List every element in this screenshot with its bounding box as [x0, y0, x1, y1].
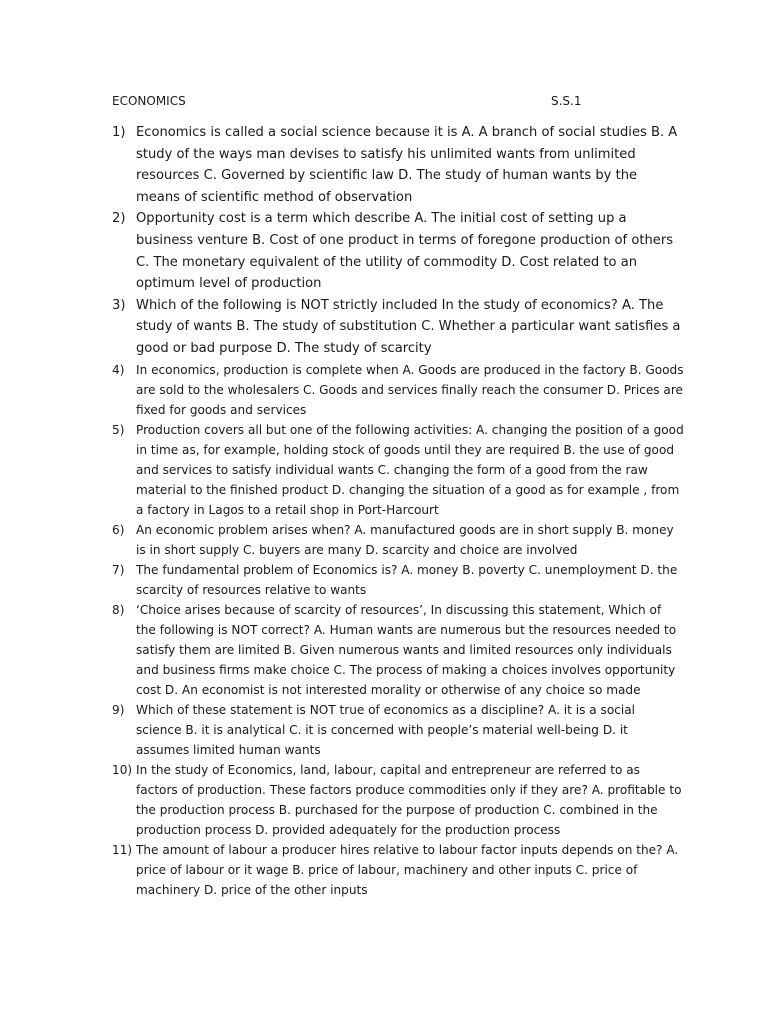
- question-item: [112, 360, 684, 420]
- question-text: Which of the following is NOT strictly included In the study of economics? A. The study of wants B. The study of substitution C. Whether a particular want satisfies a good or bad purpose D. The study of scarcity: [136, 297, 681, 356]
- question-item: [112, 520, 684, 560]
- question-item: [112, 600, 684, 700]
- question-text: Production covers all but one of the following activities: A. changing the position of a good in time as, for example, holding stock of goods until they are required B. the use of good and services to satisfy individual wants C. changing the form of a good from the raw material to the finished product D. changing the situation of a good as for example , from a factory in Lagos to a retail shop in Port-Harcourt: [136, 422, 684, 517]
- question-text: An economic problem arises when? A. manufactured goods are in short supply B. money is in short supply C. buyers are many D. scarcity and choice are involved: [136, 522, 674, 557]
- subject-title: ECONOMICS: [112, 94, 186, 108]
- question-item: [112, 700, 684, 760]
- question-text: In economics, production is complete when A. Goods are produced in the factory B. Goods are sold to the wholesalers C. Goods and services finally reach the consumer D. Prices are fixed for goods and services: [136, 362, 684, 417]
- question-item: [112, 420, 684, 520]
- question-number: 7): [112, 562, 125, 577]
- question-list: [112, 122, 684, 900]
- question-text: ‘Choice arises because of scarcity of resources’, In discussing this statement, Which of the following is NOT correct? A. Human wants are numerous but the resources needed to satisfy them are limited B. Given numerous wants and limited resources only individuals and business firms make choice C. The process of making a choices involves opportunity cost D. An economist is not interested morality or otherwise of any choice so made: [136, 602, 677, 697]
- question-text: In the study of Economics, land, labour, capital and entrepreneur are referred to as factors of production. These factors produce commodities only if they are? A. profitable to the production process B. purchased for the purpose of production C. combined in the production process D. provided adequately for the production process: [136, 762, 682, 837]
- question-item: [112, 295, 684, 360]
- question-number: 4): [112, 362, 125, 377]
- question-number: 11): [112, 842, 133, 857]
- question-item: [112, 122, 684, 208]
- question-number: 5): [112, 422, 125, 437]
- question-number: 10): [112, 762, 133, 777]
- question-number: 3): [112, 297, 126, 313]
- document-header: [112, 94, 672, 112]
- class-level: S.S.1: [551, 94, 582, 108]
- question-item: [112, 208, 684, 294]
- question-number: 1): [112, 125, 126, 140]
- question-text: Which of these statement is NOT true of economics as a discipline? A. it is a social science B. it is analytical C. it is concerned with people’s material well-being D. it assumes limited human wants: [136, 702, 635, 757]
- question-text: Opportunity cost is a term which describe A. The initial cost of setting up a business venture B. Cost of one product in terms of foregone production of others C. The monetary equivalent of the utility of commodity D. Cost related to an optimum level of production: [136, 211, 674, 292]
- question-number: 9): [112, 702, 125, 717]
- question-number: 8): [112, 602, 125, 617]
- question-item: [112, 560, 684, 600]
- question-text: The fundamental problem of Economics is? A. money B. poverty C. unemployment D. the scarcity of resources relative to wants: [136, 562, 678, 597]
- question-text: Economics is called a social science because it is A. A branch of social studies B. A study of the ways man devises to satisfy his unlimited wants from unlimited resources C. Governed by scientific law D. The study of human wants by the means of scientific method of observation: [136, 125, 678, 205]
- question-item: [112, 840, 684, 900]
- question-text: The amount of labour a producer hires relative to labour factor inputs depends on the? A. price of labour or it wage B. price of labour, machinery and other inputs C. price of machinery D. price of the other inputs: [136, 842, 679, 897]
- question-number: 2): [112, 211, 126, 227]
- question-item: [112, 760, 684, 840]
- question-number: 6): [112, 522, 125, 537]
